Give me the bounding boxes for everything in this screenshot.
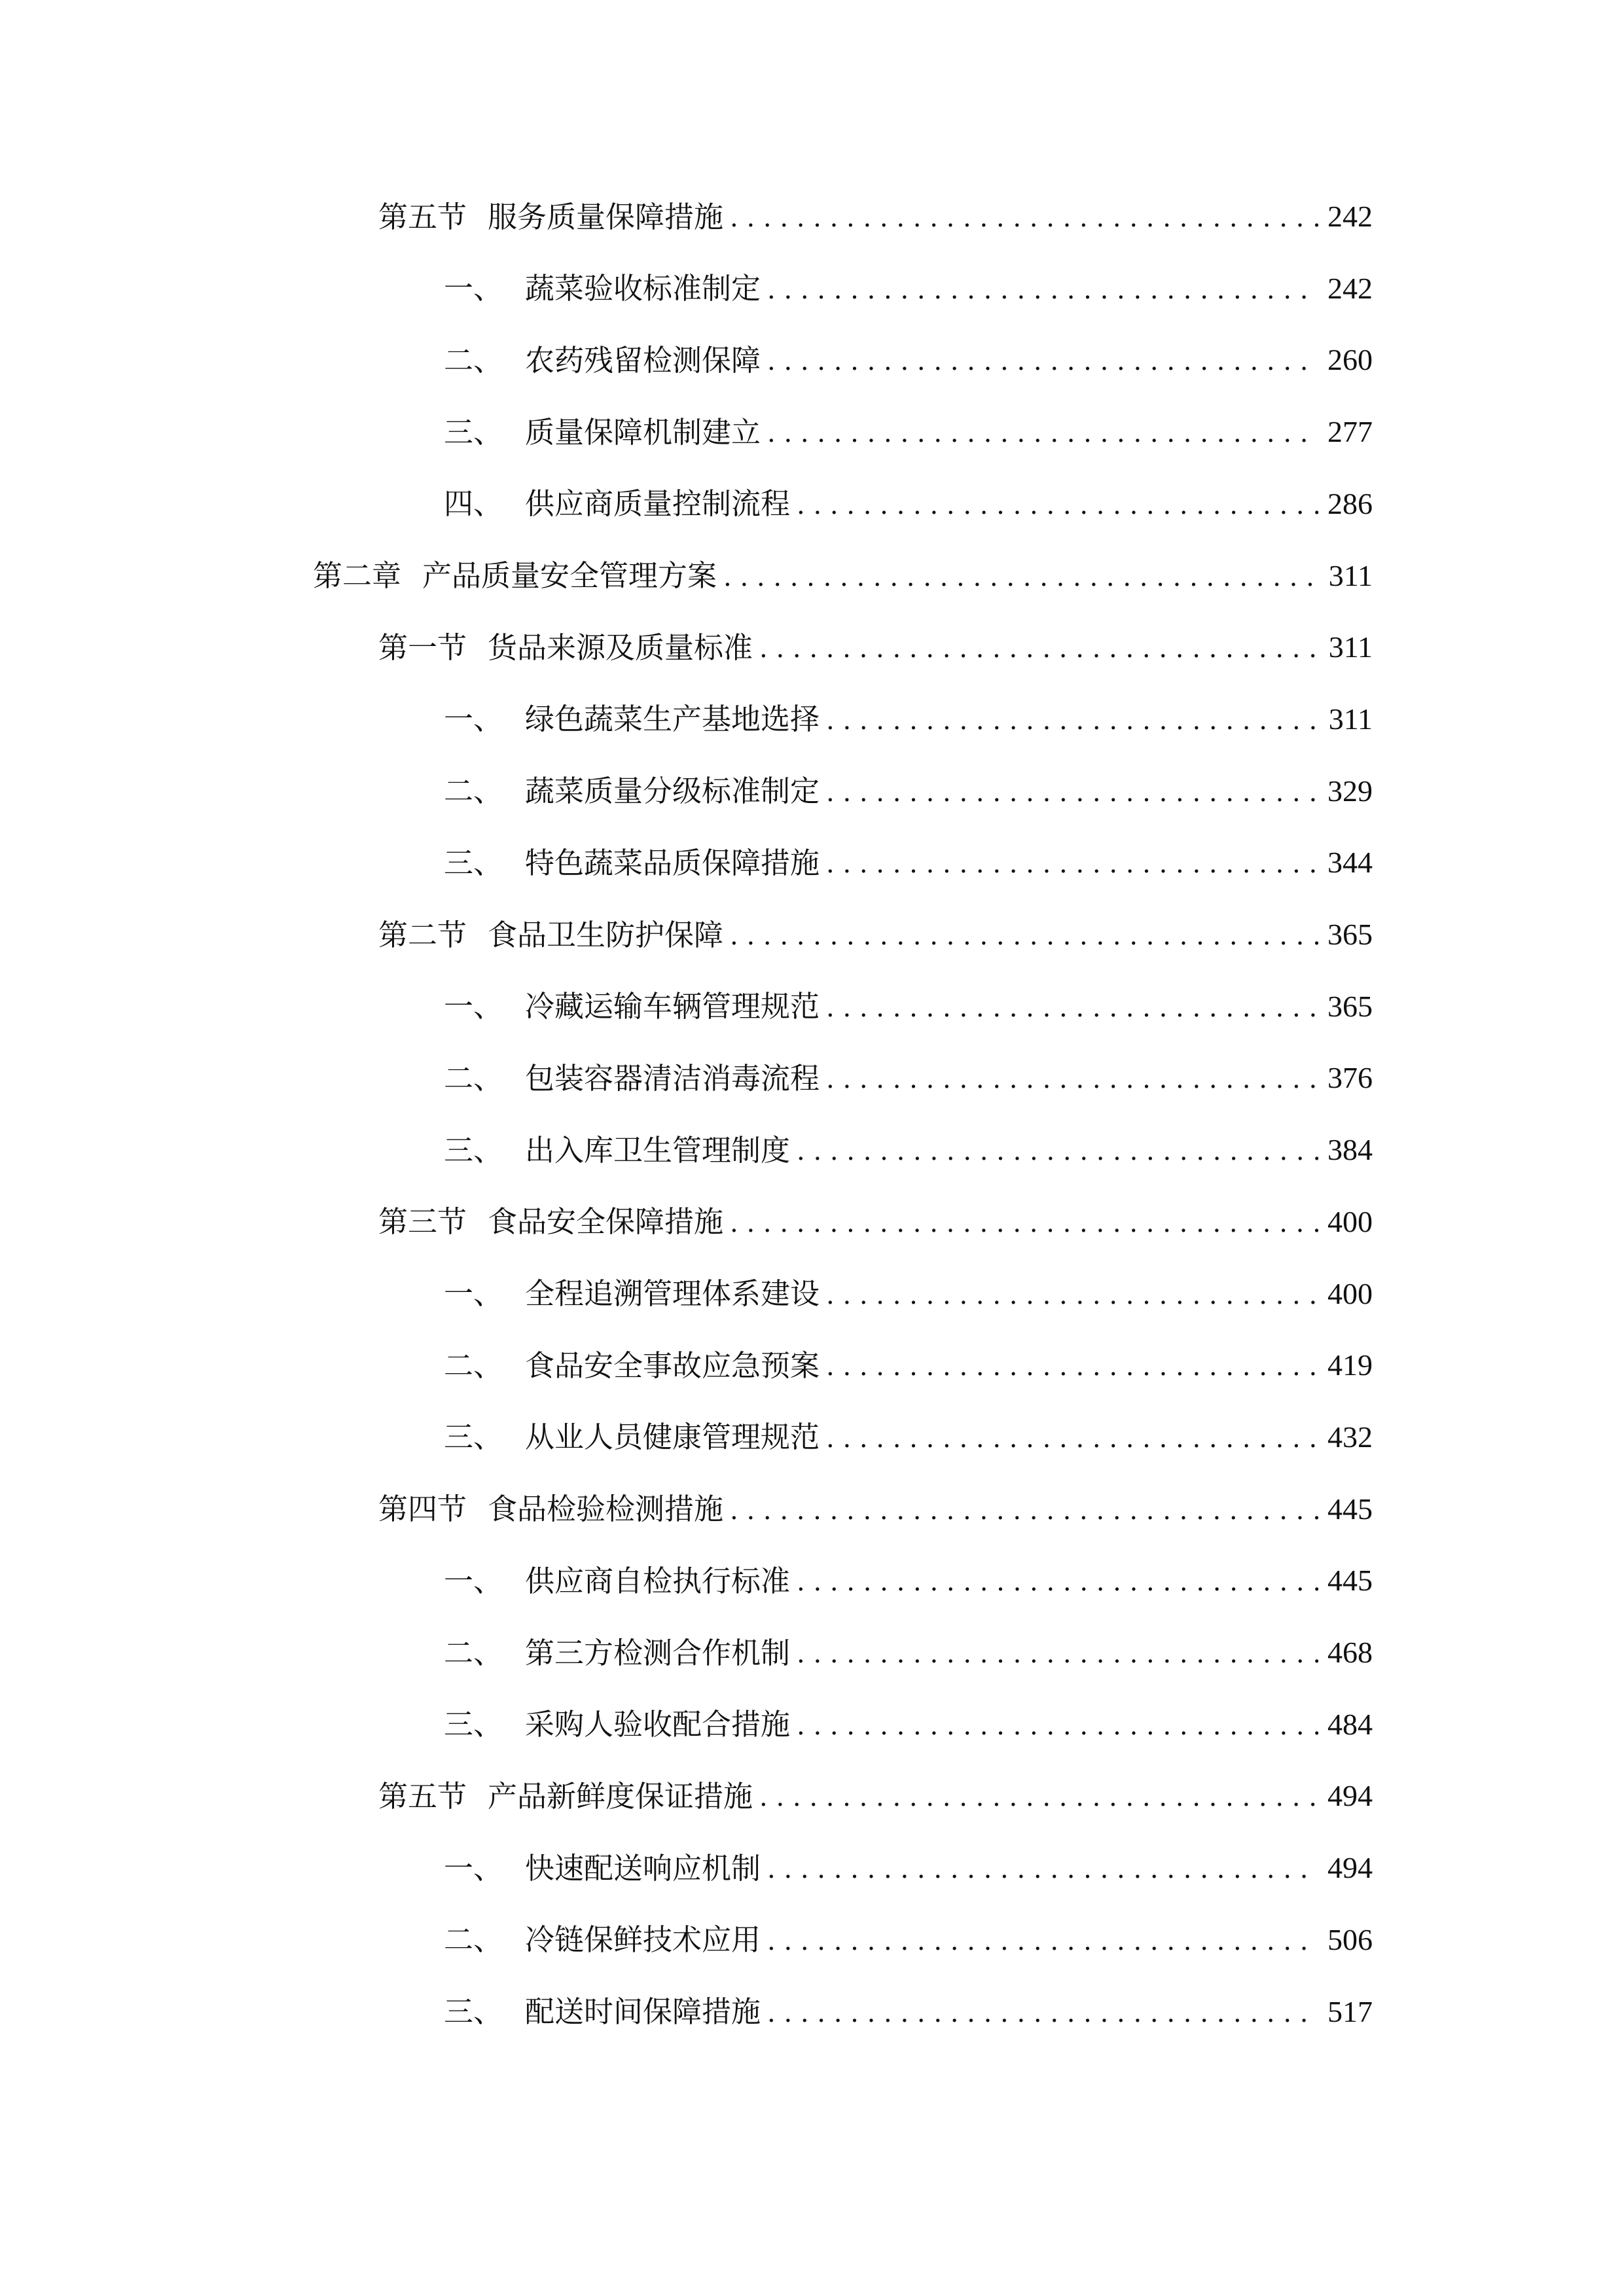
toc-entry-title: 产品质量安全管理方案 bbox=[422, 558, 717, 593]
toc-entry-page-number: 506 bbox=[1327, 1922, 1373, 1956]
toc-entry-item[interactable] bbox=[444, 1401, 1373, 1473]
dot-leader bbox=[730, 1208, 1318, 1236]
toc-entry-number: 二、 bbox=[444, 1060, 503, 1096]
toc-entry-number: 第二章 bbox=[313, 558, 402, 593]
toc-entry-item[interactable] bbox=[444, 1832, 1373, 1904]
toc-entry-item[interactable] bbox=[444, 1042, 1373, 1114]
toc-entry-page-number: 260 bbox=[1327, 343, 1373, 377]
toc-entry-section[interactable] bbox=[378, 181, 1373, 253]
toc-entry-label bbox=[378, 1492, 724, 1527]
toc-entry-title: 从业人员健康管理规范 bbox=[525, 1420, 820, 1455]
toc-entry-page-number: 242 bbox=[1327, 271, 1373, 305]
toc-entry-number: 一、 bbox=[444, 1563, 503, 1598]
toc-entry-page-number: 419 bbox=[1327, 1348, 1373, 1382]
toc-entry-label bbox=[444, 1922, 761, 1958]
toc-entry-section[interactable] bbox=[378, 611, 1373, 683]
dot-leader bbox=[767, 418, 1318, 446]
toc-entry-item[interactable] bbox=[444, 1329, 1373, 1401]
toc-entry-number: 二、 bbox=[444, 1922, 503, 1958]
toc-entry-title: 蔬菜质量分级标准制定 bbox=[525, 774, 820, 809]
toc-entry-number: 三、 bbox=[444, 1707, 503, 1742]
toc-entry-label bbox=[378, 1204, 724, 1240]
toc-entry-page-number: 494 bbox=[1327, 1851, 1373, 1885]
toc-entry-title: 出入库卫生管理制度 bbox=[525, 1132, 791, 1168]
toc-entry-page-number: 517 bbox=[1327, 1994, 1373, 2028]
toc-entry-page-number: 242 bbox=[1327, 200, 1373, 233]
toc-entry-item[interactable] bbox=[444, 253, 1373, 325]
toc-entry-title: 配送时间保障措施 bbox=[525, 1994, 761, 2029]
dot-leader bbox=[730, 920, 1318, 949]
toc-entry-label bbox=[444, 989, 820, 1024]
toc-entry-item[interactable] bbox=[444, 827, 1373, 899]
toc-entry-label bbox=[444, 845, 820, 880]
toc-entry-item[interactable] bbox=[444, 683, 1373, 755]
toc-entry-page-number: 376 bbox=[1327, 1061, 1373, 1095]
toc-entry-label bbox=[444, 1060, 820, 1096]
toc-entry-number: 第二节 bbox=[378, 917, 467, 952]
dot-leader bbox=[797, 1638, 1318, 1667]
toc-entry-title: 质量保障机制建立 bbox=[525, 414, 761, 450]
toc-entry-number: 三、 bbox=[444, 845, 503, 880]
toc-entry-title: 采购人验收配合措施 bbox=[525, 1707, 791, 1742]
toc-entry-item[interactable] bbox=[444, 755, 1373, 827]
toc-entry-number: 一、 bbox=[444, 1276, 503, 1311]
toc-entry-page-number: 365 bbox=[1327, 989, 1373, 1023]
toc-entry-label bbox=[444, 342, 761, 378]
toc-entry-title: 特色蔬菜品质保障措施 bbox=[525, 845, 820, 880]
toc-entry-label bbox=[444, 486, 791, 522]
toc-entry-item[interactable] bbox=[444, 1689, 1373, 1761]
toc-entry-page-number: 384 bbox=[1327, 1133, 1373, 1167]
toc-entry-page-number: 468 bbox=[1327, 1636, 1373, 1669]
toc-entry-item[interactable] bbox=[444, 396, 1373, 468]
toc-entry-number: 一、 bbox=[444, 271, 503, 306]
toc-entry-page-number: 400 bbox=[1327, 1204, 1373, 1238]
toc-entry-label bbox=[444, 1563, 791, 1598]
dot-leader bbox=[826, 1423, 1318, 1452]
toc-entry-item[interactable] bbox=[444, 1904, 1373, 1976]
toc-entry-page-number: 329 bbox=[1327, 774, 1373, 808]
dot-leader bbox=[767, 274, 1318, 303]
dot-leader bbox=[826, 705, 1320, 734]
toc-entry-title: 供应商质量控制流程 bbox=[525, 486, 791, 522]
dot-leader bbox=[730, 1495, 1318, 1524]
toc-entry-item[interactable] bbox=[444, 1258, 1373, 1330]
toc-entry-chapter[interactable] bbox=[313, 540, 1373, 612]
toc-entry-label bbox=[444, 1276, 820, 1311]
toc-entry-number: 三、 bbox=[444, 1420, 503, 1455]
toc-entry-page-number: 286 bbox=[1327, 486, 1373, 520]
toc-entry-title: 产品新鲜度保证措施 bbox=[488, 1778, 753, 1814]
dot-leader bbox=[826, 777, 1318, 806]
toc-entry-label bbox=[444, 1707, 791, 1742]
dot-leader bbox=[797, 490, 1318, 518]
dot-leader bbox=[730, 202, 1318, 231]
toc-entry-page-number: 400 bbox=[1327, 1276, 1373, 1310]
dot-leader bbox=[767, 1854, 1318, 1882]
toc-entry-title: 货品来源及质量标准 bbox=[488, 630, 753, 665]
toc-entry-item[interactable] bbox=[444, 324, 1373, 396]
toc-entry-number: 二、 bbox=[444, 1635, 503, 1670]
toc-entry-page-number: 311 bbox=[1328, 558, 1373, 592]
toc-entry-number: 第五节 bbox=[378, 199, 467, 234]
toc-entry-page-number: 344 bbox=[1327, 846, 1373, 880]
toc-entry-title: 绿色蔬菜生产基地选择 bbox=[525, 702, 820, 737]
toc-entry-title: 农药残留检测保障 bbox=[525, 342, 761, 378]
toc-entry-title: 供应商自检执行标准 bbox=[525, 1563, 791, 1598]
toc-entry-section[interactable] bbox=[378, 899, 1373, 971]
toc-entry-page-number: 311 bbox=[1328, 702, 1373, 736]
toc-entry-title: 食品检验检测措施 bbox=[488, 1492, 724, 1527]
toc-entry-title: 食品安全保障措施 bbox=[488, 1204, 724, 1240]
toc-entry-number: 第五节 bbox=[378, 1778, 467, 1814]
toc-entry-item[interactable] bbox=[444, 468, 1373, 540]
toc-entry-item[interactable] bbox=[444, 1976, 1373, 2048]
toc-entry-page-number: 445 bbox=[1327, 1492, 1373, 1526]
dot-leader bbox=[826, 1064, 1318, 1092]
dot-leader bbox=[723, 562, 1320, 590]
toc-entry-page-number: 494 bbox=[1327, 1779, 1373, 1813]
toc-entry-number: 四、 bbox=[444, 486, 503, 522]
toc-entry-label bbox=[444, 1348, 820, 1383]
dot-leader bbox=[797, 1136, 1318, 1164]
toc-entry-label bbox=[378, 1778, 753, 1814]
dot-leader bbox=[826, 992, 1318, 1021]
toc-entry-number: 一、 bbox=[444, 1850, 503, 1886]
toc-entry-section[interactable] bbox=[378, 1760, 1373, 1832]
toc-entry-number: 第三节 bbox=[378, 1204, 467, 1240]
toc-entry-page-number: 311 bbox=[1328, 630, 1373, 664]
toc-entry-label bbox=[444, 271, 761, 306]
toc-entry-title: 全程追溯管理体系建设 bbox=[525, 1276, 820, 1311]
toc-entry-number: 第四节 bbox=[378, 1492, 467, 1527]
toc-entry-title: 冷藏运输车辆管理规范 bbox=[525, 989, 820, 1024]
toc-entry-title: 快速配送响应机制 bbox=[525, 1850, 761, 1886]
toc-entry-title: 第三方检测合作机制 bbox=[525, 1635, 791, 1670]
toc-entry-page-number: 484 bbox=[1327, 1707, 1373, 1741]
toc-entry-number: 二、 bbox=[444, 342, 503, 378]
toc-entry-item[interactable] bbox=[444, 971, 1373, 1043]
dot-leader bbox=[759, 633, 1320, 662]
toc-entry-label bbox=[378, 917, 724, 952]
toc-entry-section[interactable] bbox=[378, 1473, 1373, 1545]
toc-entry-number: 第一节 bbox=[378, 630, 467, 665]
toc-entry-number: 三、 bbox=[444, 1994, 503, 2029]
toc-entry-number: 一、 bbox=[444, 702, 503, 737]
toc-entry-title: 服务质量保障措施 bbox=[488, 199, 724, 234]
toc-entry-label bbox=[444, 1994, 761, 2029]
dot-leader bbox=[767, 1926, 1318, 1954]
toc-entry-page-number: 445 bbox=[1327, 1564, 1373, 1598]
dot-leader bbox=[826, 1351, 1318, 1380]
dot-leader bbox=[797, 1710, 1318, 1739]
toc-entry-title: 冷链保鲜技术应用 bbox=[525, 1922, 761, 1958]
dot-leader bbox=[797, 1566, 1318, 1595]
toc-entry-label bbox=[378, 199, 724, 234]
dot-leader bbox=[826, 1280, 1318, 1308]
toc-entry-title: 蔬菜验收标准制定 bbox=[525, 271, 761, 306]
toc-entry-label bbox=[444, 702, 820, 737]
dot-leader bbox=[767, 1998, 1318, 2026]
toc-entry-section[interactable] bbox=[378, 1186, 1373, 1258]
toc-entry-label bbox=[444, 1635, 791, 1670]
toc-entry-label bbox=[378, 630, 753, 665]
toc-entry-title: 食品卫生防护保障 bbox=[488, 917, 724, 952]
toc-entry-number: 三、 bbox=[444, 414, 503, 450]
toc-entry-number: 三、 bbox=[444, 1132, 503, 1168]
toc-entry-label bbox=[444, 1420, 820, 1455]
toc-entry-title: 食品安全事故应急预案 bbox=[525, 1348, 820, 1383]
toc-entry-number: 二、 bbox=[444, 1348, 503, 1383]
toc-entry-item[interactable] bbox=[444, 1545, 1373, 1617]
toc-entry-number: 一、 bbox=[444, 989, 503, 1024]
dot-leader bbox=[826, 848, 1318, 877]
toc-entry-label bbox=[444, 1850, 761, 1886]
dot-leader bbox=[767, 346, 1318, 374]
toc-entry-item[interactable] bbox=[444, 1617, 1373, 1689]
toc-entry-number: 二、 bbox=[444, 774, 503, 809]
toc-entry-page-number: 432 bbox=[1327, 1420, 1373, 1454]
toc-entry-item[interactable] bbox=[444, 1114, 1373, 1186]
toc-entry-label bbox=[444, 1132, 791, 1168]
toc-entry-label bbox=[444, 774, 820, 809]
toc-entry-page-number: 277 bbox=[1327, 415, 1373, 449]
toc-entry-title: 包装容器清洁消毒流程 bbox=[525, 1060, 820, 1096]
toc-entry-label bbox=[444, 414, 761, 450]
toc-entry-label bbox=[313, 558, 717, 593]
dot-leader bbox=[759, 1782, 1318, 1810]
toc-entry-page-number: 365 bbox=[1327, 918, 1373, 951]
